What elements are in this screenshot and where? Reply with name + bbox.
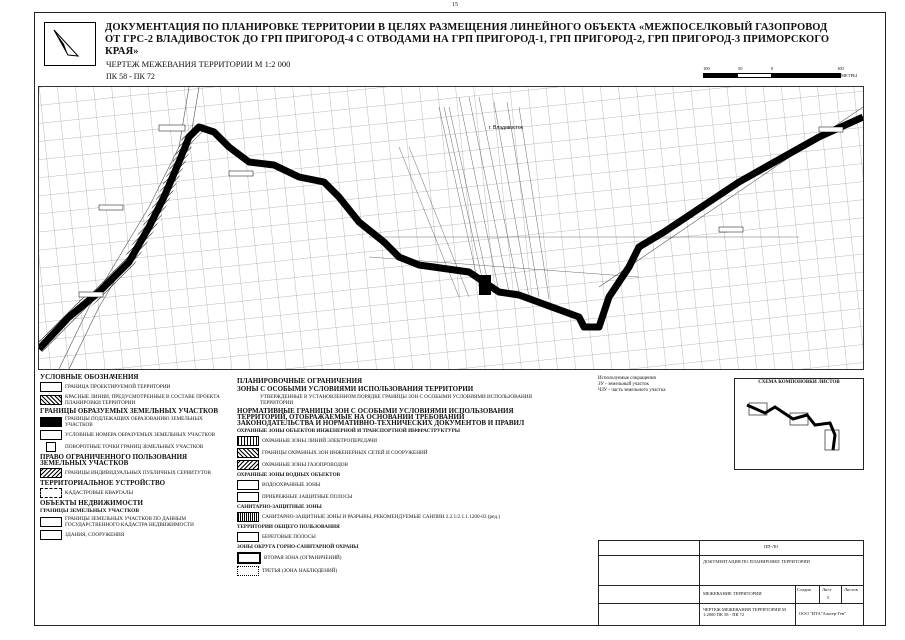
legend-label: ПОВОРОТНЫЕ ТОЧКИ ГРАНИЦ ЗЕМЕЛЬНЫХ УЧАСТКОВ <box>65 444 204 450</box>
scale-label-2: 0 <box>771 66 774 71</box>
legend-label: ГРАНИЦЫ ОХРАННЫХ ЗОН ИНЖЕНЕРНЫХ СЕТЕЙ И СООРУЖЕНИЙ <box>262 450 428 456</box>
crossing-block <box>479 275 491 295</box>
legend-section: ОБЪЕКТЫ НЕДВИЖИМОСТИ <box>40 499 143 507</box>
swatch <box>237 566 259 576</box>
cadastral-map <box>39 87 863 369</box>
stamp-drawing: ЧЕРТЕЖ МЕЖЕВАНИЯ ТЕРРИТОРИИ М 1:2000 ПК 58 - ПК 72 <box>703 607 786 617</box>
swatch <box>237 492 259 502</box>
swatch <box>40 382 62 392</box>
north-arrow-icon <box>44 22 96 66</box>
stamp-stage: Стадия <box>797 587 811 592</box>
mountain-header: ЗОНЫ ОКРУГА ГОРНО-САНИТАРНОЙ ОХРАНЫ <box>237 544 359 550</box>
abbrev-item: ЗУ - земельный участок <box>598 382 649 387</box>
legend-item <box>40 468 230 478</box>
legend-item <box>40 430 230 440</box>
legend-label: УТВЕРЖДЕННЫЕ В УСТАНОВЛЕННОМ ПОРЯДКЕ ГРАНИЦЫ ЗОН С ОСОБЫМИ УСЛОВИЯМИ ИСПОЛЬЗОВАНИЯ ТЕРРИТОРИИ <box>260 394 532 406</box>
legend-item <box>40 530 230 540</box>
scale-label-3: 100 <box>837 66 844 71</box>
legend-label: ГРАНИЦЫ ПОДЛЕЖАЩИХ ОБРАЗОВАНИЮ ЗЕМЕЛЬНЫХ УЧАСТКОВ <box>65 416 203 428</box>
swatch <box>237 436 259 446</box>
legend-label: САНИТАРНО-ЗАЩИТНЫЕ ЗОНЫ И РАЗРЫВЫ, РЕКОМЕНДУЕМЫЕ САНПИН 2.2.1/2.1.1.1200-03 (ред.) <box>262 514 501 520</box>
infra-header: ОХРАННЫЕ ЗОНЫ ОБЪЕКТОВ ИНЖЕНЕРНОЙ И ТРАНСПОРТНОЙ ИНФРАСТРУКТУРЫ <box>237 428 460 434</box>
scale-unit: МЕТРЫ <box>841 73 857 78</box>
water-header: ОХРАННЫЕ ЗОНЫ ВОДНЫХ ОБЪЕКТОВ <box>237 472 341 478</box>
restrictions-legend <box>237 376 537 578</box>
stamp-project: ДОКУМЕНТАЦИЯ ПО ПЛАНИРОВКЕ ТЕРРИТОРИИ <box>703 559 810 564</box>
stamp-sheets: Листов <box>844 587 858 592</box>
legend-item <box>237 480 537 490</box>
legend-label: ВТОРАЯ ЗОНА (ОГРАНИЧЕНИЙ) <box>264 555 342 561</box>
legend-label: ЗДАНИЯ, СООРУЖЕНИЯ <box>65 532 125 538</box>
legend-item <box>40 442 230 452</box>
legend-section: ГРАНИЦЫ ОБРАЗУЕМЫХ ЗЕМЕЛЬНЫХ УЧАСТКОВ <box>40 407 219 415</box>
sanitary-header: САНИТАРНО-ЗАЩИТНЫЕ ЗОНЫ <box>237 504 322 510</box>
swatch <box>237 460 259 470</box>
page-number: 15 <box>452 2 458 8</box>
legend-item <box>40 416 230 428</box>
legend-header: УСЛОВНЫЕ ОБОЗНАЧЕНИЯ <box>40 373 139 381</box>
swatch <box>40 468 62 478</box>
scale-bar-segment <box>771 73 841 78</box>
swatch <box>40 530 62 540</box>
legend-item <box>40 394 230 406</box>
legend-item <box>40 516 230 528</box>
scale-label-1: 50 <box>738 66 743 71</box>
legend-item <box>237 566 537 576</box>
scale-label-0: 100 <box>703 66 710 71</box>
abbreviations <box>598 376 665 394</box>
legend-item <box>237 394 537 406</box>
swatch <box>237 396 257 404</box>
scale-bar-segment <box>737 73 773 78</box>
legend-item <box>237 532 537 542</box>
city-label: г. Владивосток <box>489 125 523 131</box>
legend-item <box>237 460 537 470</box>
abbrev-item: ЧЗУ - часть земельного участка <box>598 388 666 393</box>
legend-section: ТЕРРИТОРИАЛЬНОЕ УСТРОЙСТВО <box>40 479 166 487</box>
swatch <box>237 480 259 490</box>
legend-item <box>237 492 537 502</box>
legend-label: ТРЕТЬЯ (ЗОНА НАБЛЮДЕНИЙ) <box>262 568 338 574</box>
legend-label: ВОДООХРАННЫЕ ЗОНЫ <box>262 482 321 488</box>
common-header: ТЕРРИТОРИИ ОБЩЕГО ПОЛЬЗОВАНИЯ <box>237 524 340 530</box>
stamp-code: ПП-ЛО <box>764 544 779 549</box>
zones-header: ЗОНЫ С ОСОБЫМИ УСЛОВИЯМИ ИСПОЛЬЗОВАНИЯ ТЕРРИТОРИИ <box>237 385 474 393</box>
legend-item <box>40 488 230 498</box>
legend-item <box>237 512 537 522</box>
legend-label: ПРИБРЕЖНЫЕ ЗАЩИТНЫЕ ПОЛОСЫ <box>262 494 353 500</box>
legend <box>40 372 230 542</box>
stamp-sheet: Лист <box>822 587 832 592</box>
legend-label: КРАСНЫЕ ЛИНИИ, ПРЕДУСМОТРЕННЫЕ В СОСТАВЕ ПРОЕКТА ПЛАНИРОВКИ ТЕРРИТОРИИ <box>65 394 220 406</box>
legend-label: БЕРЕГОВЫЕ ПОЛОСЫ <box>262 534 316 540</box>
scale-bar-segment <box>703 73 739 78</box>
legend-item <box>237 552 537 564</box>
swatch <box>237 448 259 458</box>
map-frame <box>38 86 864 370</box>
swatch <box>40 417 62 427</box>
swatch <box>237 532 259 542</box>
legend-item <box>40 382 230 392</box>
document-title: ДОКУМЕНТАЦИЯ ПО ПЛАНИРОВКЕ ТЕРРИТОРИИ В ЦЕЛЯХ РАЗМЕЩЕНИЯ ЛИНЕЙНОГО ОБЪЕКТА «МЕЖПОСЕЛКОВЫЙ ГАЗОПРОВОД ОТ ГРС-2 ВЛАДИВОСТОК ДО ГРП ПРИГОРОД-4 С ОТВОДАМИ НА ГРП ПРИГОРОД-1, ГРП ПРИГОРОД-2, ГРП ПРИГОРОД-3 ПРИМОРСКОГО КРАЯ» <box>105 22 830 57</box>
sheet-layout-inset <box>734 378 864 470</box>
title-block <box>598 540 864 626</box>
swatch <box>237 512 259 522</box>
drawing-subtitle: ЧЕРТЕЖ МЕЖЕВАНИЯ ТЕРРИТОРИИ М 1:2 000 <box>106 59 291 69</box>
normative-header: НОРМАТИВНЫЕ ГРАНИЦЫ ЗОН С ОСОБЫМИ УСЛОВИЯМИ ИСПОЛЬЗОВАНИЯ ТЕРРИТОРИЙ, ОТОБРАЖАЕМЫЕ НА ОСНОВАНИИ ТРЕБОВАНИЙ ЗАКОНОДАТЕЛЬСТВА И НОРМАТИВНО-ТЕХНИЧЕСКИХ ДОКУМЕНТОВ И ПРАВИЛ <box>237 407 525 427</box>
abbrev-header: Используемые сокращения <box>598 376 656 381</box>
swatch <box>40 430 62 440</box>
swatch <box>237 552 261 564</box>
legend-label: ГРАНИЦА ПРОЕКТИРУЕМОЙ ТЕРРИТОРИИ <box>65 384 171 390</box>
stamp-sheet-no: 5 <box>827 595 830 600</box>
restrictions-header: ПЛАНИРОВОЧНЫЕ ОГРАНИЧЕНИЯ <box>237 377 363 385</box>
legend-item <box>237 448 537 458</box>
swatch <box>40 395 62 405</box>
legend-label: ГРАНИЦЫ ИНДИВИДУАЛЬНЫХ ПУБЛИЧНЫХ СЕРВИТУТОВ <box>65 470 211 476</box>
legend-label: ОХРАННЫЕ ЗОНЫ ГАЗОПРОВОДОВ <box>262 462 348 468</box>
legend-label: ГРАНИЦЫ ЗЕМЕЛЬНЫХ УЧАСТКОВ ПО ДАННЫМ ГОСУДАРСТВЕННОГО КАДАСТРА НЕДВИЖИМОСТИ <box>65 516 194 528</box>
swatch <box>40 517 62 527</box>
swatch <box>46 442 56 452</box>
inset-schema <box>735 385 861 465</box>
legend-item <box>237 436 537 446</box>
swatch <box>40 488 62 498</box>
legend-section: ГРАНИЦЫ ЗЕМЕЛЬНЫХ УЧАСТКОВ <box>40 508 140 514</box>
inset-caption: СХЕМА КОМПОНОВКИ ЛИСТОВ <box>758 380 840 385</box>
pk-range: ПК 58 - ПК 72 <box>106 72 155 81</box>
legend-label: ОХРАННЫЕ ЗОНЫ ЛИНИЙ ЭЛЕКТРОПЕРЕДАЧИ <box>262 438 377 444</box>
scale-bar <box>703 66 857 84</box>
legend-label: КАДАСТРОВЫЕ КВАРТАЛЫ <box>65 490 133 496</box>
stamp-sheet-title: МЕЖЕВАНИЕ ТЕРРИТОРИИ <box>703 591 762 596</box>
stamp-org: ООО "ИТА"Альтер-Ген" <box>799 611 847 616</box>
legend-section: ПРАВО ОГРАНИЧЕННОГО ПОЛЬЗОВАНИЯ ЗЕМЕЛЬНЫХ УЧАСТКОВ <box>40 453 188 467</box>
legend-label: УСЛОВНЫЕ НОМЕРА ОБРАЗУЕМЫХ ЗЕМЕЛЬНЫХ УЧАСТКОВ <box>65 432 216 438</box>
